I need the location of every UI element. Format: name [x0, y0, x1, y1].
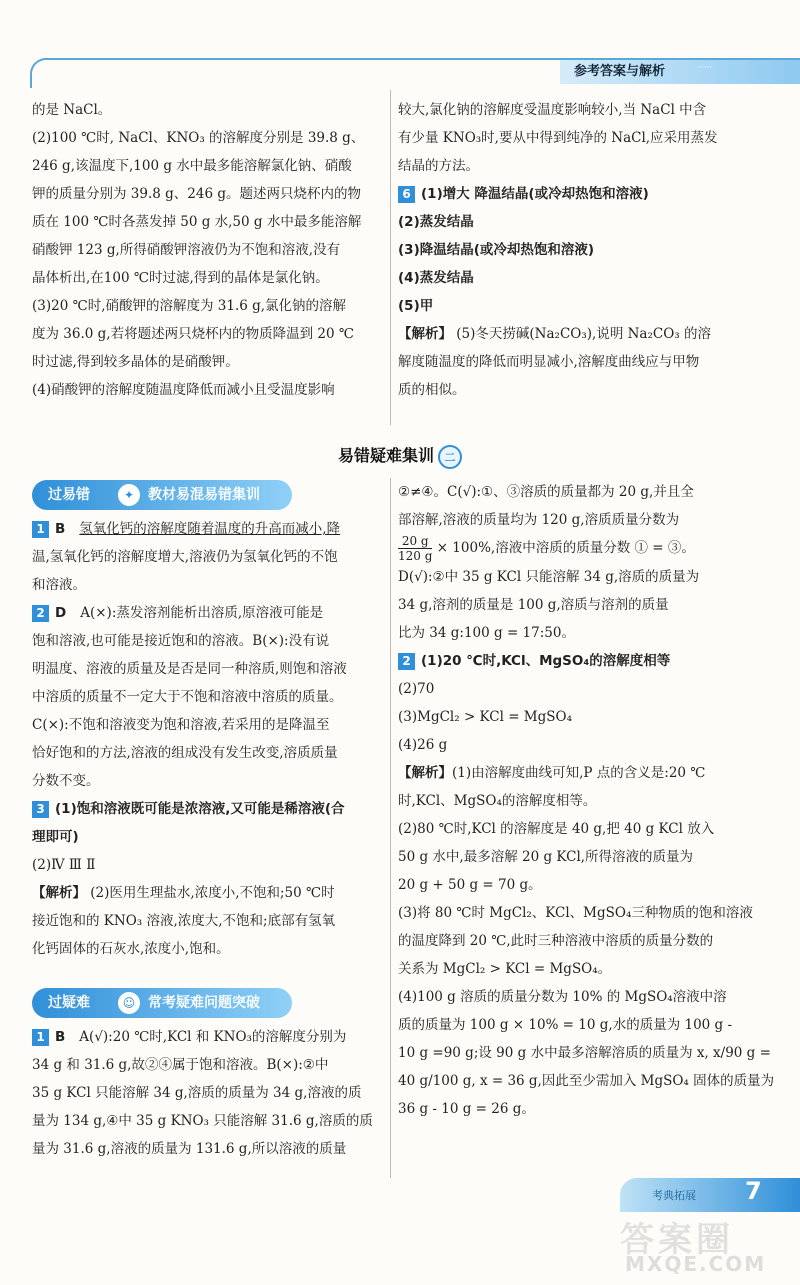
text-line: 和溶液。: [32, 577, 86, 593]
text-line: 明温度、溶液的质量及是否是同一种溶质,则饱和溶液: [32, 661, 347, 677]
footer-label: 考典拓展: [652, 1189, 696, 1202]
text-line: 解度随温度的降低而明显减小,溶解度曲线应与甲物: [398, 354, 700, 370]
q6-answer-1: 6 (1)增大 降温结晶(或冷却热饱和溶液): [398, 180, 783, 208]
text-line: ②≠④。C(√):①、③溶质的质量都为 20 g,并且全: [398, 484, 694, 500]
text-line: 有少量 KNO₃时,要从中得到纯净的 NaCl,应采用蒸发: [398, 130, 718, 146]
text-line: 质的质量为 100 g × 10% = 10 g,水的质量为 100 g -: [398, 1017, 733, 1033]
text-line: 部溶解,溶液的质量均为 120 g,溶质质量分数为: [398, 512, 680, 528]
text-line: (2)Ⅳ Ⅲ Ⅱ: [32, 857, 96, 873]
analysis-line: 【解析】(1)由溶解度曲线可知,P 点的含义是:20 ℃: [398, 765, 706, 781]
question-1: 1 B 氢氧化钙的溶解度随着温度的升高而减小,降: [32, 515, 387, 543]
column-divider: [390, 478, 391, 1178]
right-lower-column: [398, 478, 783, 1123]
text-line: 度为 36.0 g,若将题述两只烧杯内的物质降温到 20 ℃: [32, 326, 354, 342]
text-line: (3)20 ℃时,硝酸钾的溶解度为 31.6 g,氯化钠的溶解: [32, 298, 347, 314]
q6-answer-2: (2)蒸发结晶: [398, 214, 474, 230]
text-line: 时,KCl、MgSO₄的溶解度相等。: [398, 793, 597, 809]
text-line: 分数不变。: [32, 773, 100, 789]
text-line: (3)MgCl₂ > KCl = MgSO₄: [398, 709, 572, 725]
text-line: 34 g 和 31.6 g,故②④属于饱和溶液。B(×):②中: [32, 1057, 329, 1073]
text-line: 10 g =90 g;设 90 g 水中最多溶解溶质的质量为 x, x/90 g =: [398, 1045, 771, 1061]
text-line: (2)100 ℃时, NaCl、KNO₃ 的溶解度分别是 39.8 g、: [32, 130, 365, 146]
text-line: 50 g 水中,最多溶解 20 g KCl,所得溶液的质量为: [398, 849, 694, 865]
banner-difficult: 过疑难 ☺ 常考疑难问题突破: [32, 988, 292, 1018]
top-left-column: [32, 96, 387, 404]
text-line: 量为 134 g,④中 35 g KNO₃ 只能溶解 31.6 g,溶质的质: [32, 1113, 373, 1129]
q6-answer-3: (3)降温结晶(或冷却热饱和溶液): [398, 242, 595, 258]
text-line: 的温度降到 20 ℃,此时三种溶液中溶质的质量分数的: [398, 933, 714, 949]
text-line: 结晶的方法。: [398, 158, 479, 174]
text-line: 40 g/100 g, x = 36 g,因此至少需加入 MgSO₄ 固体的质量为: [398, 1073, 775, 1089]
text-line: 化钙固体的石灰水,浓度小,饱和。: [32, 941, 230, 957]
text-line: (4)100 g 溶质的质量分数为 10% 的 MgSO₄溶液中溶: [398, 989, 727, 1005]
text-line: 246 g,该温度下,100 g 水中最多能溶解氯化钠、硝酸: [32, 158, 352, 174]
text-line: 质的相似。: [398, 382, 466, 398]
text-line: 温,氢氧化钙的溶解度增大,溶液仍为氢氧化钙的不饱: [32, 549, 338, 565]
face-icon: ☺: [118, 992, 140, 1014]
q6-answer-5: (5)甲: [398, 298, 434, 314]
text-line: 硝酸钾 123 g,所得硝酸钾溶液仍为不饱和溶液,没有: [32, 242, 341, 258]
text-line: 35 g KCl 只能溶解 34 g,溶质的质量为 34 g,溶液的质: [32, 1085, 362, 1101]
fraction-line: $\frac{20 g}{120 g}$ × 100%,溶液中溶质的质量分数 ① = ③。: [398, 534, 695, 563]
text-line: 关系为 MgCl₂ > KCl = MgSO₄。: [398, 961, 612, 977]
text-line: (4)26 g: [398, 737, 448, 753]
watermark-url: MXQE.COM: [625, 1252, 767, 1276]
text-line: 中溶质的质量不一定大于不饱和溶液中溶质的质量。: [32, 689, 343, 705]
question-number: 6: [398, 186, 415, 203]
bag-icon: ✦: [118, 484, 140, 506]
mistakes-column: [32, 515, 387, 963]
question-2: 2 D A(×):蒸发溶剂能析出溶质,原溶液可能是: [32, 599, 387, 627]
text-line: 晶体析出,在100 ℃时过滤,得到的晶体是氯化钠。: [32, 270, 329, 286]
text-line: 比为 34 g:100 g = 17:50。: [398, 625, 575, 641]
header-title: 参考答案与解析: [560, 60, 800, 84]
section-badge: 二: [438, 445, 462, 469]
question-2: 2 (1)20 ℃时,KCl、MgSO₄的溶解度相等: [398, 647, 783, 675]
analysis-line: 【解析】 (5)冬天捞碱(Na₂CO₃),说明 Na₂CO₃ 的溶: [398, 326, 711, 342]
top-right-column: [398, 96, 783, 404]
text-line: 质在 100 ℃时各蒸发掉 50 g 水,50 g 水中最多能溶解: [32, 214, 362, 230]
question-3: 3 (1)饱和溶液既可能是浓溶液,又可能是稀溶液(合: [32, 795, 387, 823]
text-line: C(×):不饱和溶液变为饱和溶液,若采用的是降温至: [32, 717, 330, 733]
text-line: 20 g + 50 g = 70 g。: [398, 877, 542, 893]
text-line: 时过滤,得到较多晶体的是硝酸钾。: [32, 354, 239, 370]
text-line: (2)70: [398, 681, 435, 697]
text-line: 的是 NaCl。: [32, 102, 112, 118]
text-line: 理即可): [32, 829, 79, 845]
column-divider: [390, 90, 391, 425]
text-line: (2)80 ℃时,KCl 的溶解度是 40 g,把 40 g KCl 放入: [398, 821, 715, 837]
text-line: 量为 31.6 g,溶液的质量为 131.6 g,所以溶液的质量: [32, 1141, 347, 1157]
text-line: 恰好饱和的方法,溶液的组成没有发生改变,溶质质量: [32, 745, 338, 761]
text-line: 饱和溶液,也可能是接近饱和的溶液。B(×):没有说: [32, 633, 330, 649]
text-line: 钾的质量分别为 39.8 g、246 g。题述两只烧杯内的物: [32, 186, 361, 202]
difficult-column: [32, 1023, 387, 1163]
page-number: 7: [745, 1177, 762, 1205]
banner-mistakes: 过易错 ✦ 教材易混易错集训: [32, 480, 292, 510]
text-line: D(√):②中 35 g KCl 只能溶解 34 g,溶质的质量为: [398, 569, 700, 585]
text-line: 较大,氯化钠的溶解度受温度影响较小,当 NaCl 中含: [398, 102, 707, 118]
fraction: $\frac{20 g}{120 g}$: [398, 534, 433, 563]
question-1: 1 B A(√):20 ℃时,KCl 和 KNO₃的溶解度分别为: [32, 1023, 387, 1051]
text-line: (4)硝酸钾的溶解度随温度降低而减小且受温度影响: [32, 382, 335, 398]
footer-tag: [620, 1178, 800, 1212]
text-line: 34 g,溶剂的质量是 100 g,溶质与溶剂的质量: [398, 597, 669, 613]
watermark-logo: 答案圈: [620, 1220, 734, 1260]
analysis-line: 【解析】 (2)医用生理盐水,浓度小,不饱和;50 ℃时: [32, 885, 335, 901]
text-line: 36 g - 10 g = 26 g。: [398, 1101, 535, 1117]
q6-answer-4: (4)蒸发结晶: [398, 270, 474, 286]
text-line: (3)将 80 ℃时 MgCl₂、KCl、MgSO₄三种物质的饱和溶液: [398, 905, 753, 921]
section-title: 易错疑难集训 二: [0, 443, 800, 469]
header-mark: ·····: [698, 63, 713, 73]
analysis-label: 【解析】: [398, 326, 452, 342]
text-line: 接近饱和的 KNO₃ 溶液,浓度大,不饱和;底部有氢氧: [32, 913, 336, 929]
